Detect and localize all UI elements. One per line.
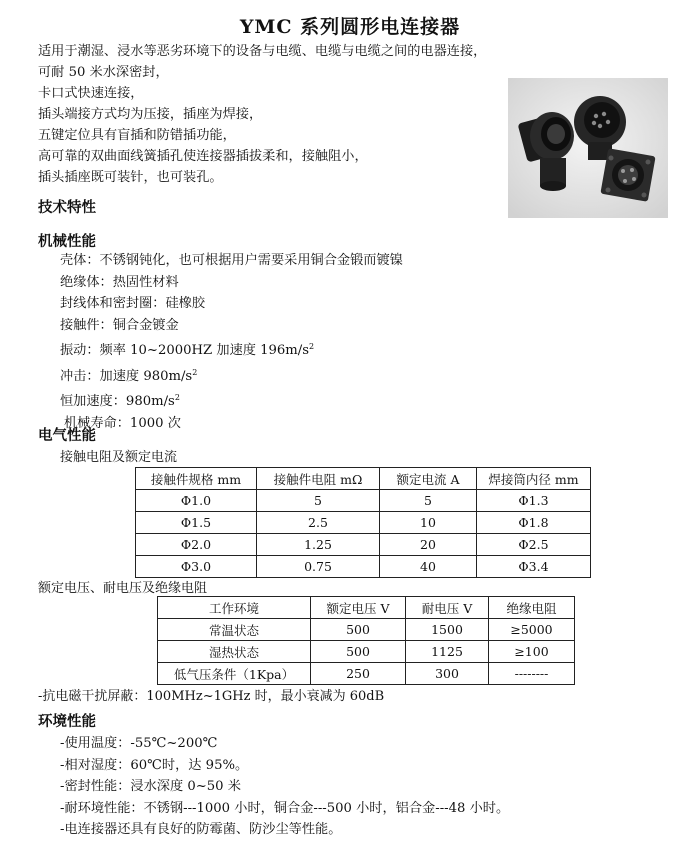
table-row [136,490,591,512]
mech-accel-line [60,387,403,413]
table-header-cell: 额定电流 A [380,468,477,490]
table-row [136,512,591,534]
env-heading: 环境性能 [38,714,96,730]
table-cell: 300 [406,663,489,685]
mech-line: 壳体：不锈钢钝化，也可根据用户需要采用铜合金锻而镀镍 [60,253,403,268]
table1-caption: 接触电阻及额定电流 [60,450,178,465]
table-cell: 常温状态 [158,619,311,641]
mech-line: 接触件：铜合金镀金 [60,317,179,333]
table-header-row [158,597,575,619]
table-cell: 500 [311,641,406,663]
table-cell: Φ1.3 [477,490,591,512]
intro-line: 可耐 50 米水深密封， [38,65,169,80]
contact-resistance-table [135,467,591,578]
connector-photo [508,78,668,218]
table-header-cell: 工作环境 [158,597,311,619]
mech-heading: 机械性能 [38,234,96,250]
intro-line: 卡口式快速连接， [38,86,144,101]
env-line: -使用温度：-55℃~200℃ [60,736,218,751]
table-cell: ≥100 [489,641,575,663]
table-row [136,556,591,578]
elec-heading: 电气性能 [38,428,96,444]
table-row [158,663,575,685]
shock-text: 冲击：加速度 980m/s [60,368,193,384]
table-cell: 1125 [406,641,489,663]
accel-text: 恒加速度：980m/s [60,394,175,409]
intro-line: 插头端接方式均为压接，插座为焊接， [38,107,263,122]
table-cell: Φ2.0 [136,534,257,556]
table-cell: Φ3.4 [477,556,591,578]
superscript: 2 [174,393,180,402]
voltage-insulation-table [157,596,575,685]
table-cell: 20 [380,534,477,556]
table-cell: 2.5 [257,512,380,534]
table-cell: 5 [380,490,477,512]
mech-life-line: 机械寿命：1000 次 [64,415,181,431]
table-header-cell: 耐电压 V [406,597,489,619]
table2-caption: 额定电压、耐电压及绝缘电阻 [38,581,208,596]
table-header-row [136,468,591,490]
table-header-cell: 绝缘电阻 [489,597,575,619]
intro-paragraph [38,41,518,188]
table-cell: Φ1.0 [136,490,257,512]
table-cell: 250 [311,663,406,685]
table-cell: 1.25 [257,534,380,556]
mech-shock-line [60,362,403,388]
table-cell: 5 [257,490,380,512]
env-line: -耐环境性能：不锈钢---1000 小时，铜合金---500 小时，铝合金---48 小时。 [60,800,510,816]
table-header-cell: 接触件电阻 mΩ [257,468,380,490]
table-cell: Φ1.8 [477,512,591,534]
table-cell: 湿热状态 [158,641,311,663]
intro-line: 插头插座既可装针，也可装孔。 [38,170,223,185]
mech-vibration-line [60,336,403,362]
table-cell: ≥5000 [489,619,575,641]
table-cell: Φ2.5 [477,534,591,556]
env-line: -相对湿度：60℃时，达 95%。 [60,757,249,773]
emi-line: -抗电磁干扰屏蔽：100MHz~1GHz 时，最小衰减为 60dB [38,689,385,704]
intro-line: 适用于潮湿、浸水等恶劣环境下的设备与电缆、电缆与电缆之间的电器连接， [38,44,487,59]
table-cell: 40 [380,556,477,578]
intro-line: 五键定位具有盲插和防错插功能， [38,128,236,143]
table-row [158,619,575,641]
table-cell: 1500 [406,619,489,641]
table-header-cell: 接触件规格 mm [136,468,257,490]
tech-heading: 技术特性 [38,200,96,216]
mech-list [60,250,403,434]
env-line: -电连接器还具有良好的防霉菌、防沙尘等性能。 [60,822,342,837]
table-row [136,534,591,556]
mech-line: 绝缘体：热固性材料 [60,274,179,290]
table-header-cell: 额定电压 V [311,597,406,619]
env-line: -密封性能：浸水深度 0~50 米 [60,779,241,794]
table-cell: 500 [311,619,406,641]
table-cell: 10 [380,512,477,534]
intro-line: 高可靠的双曲面线簧插孔使连接器插拔柔和，接触阻小， [38,149,368,164]
page-title: YMC 系列圆形电连接器 [239,16,461,38]
table-header-cell: 焊接筒内径 mm [477,468,591,490]
superscript: 2 [309,342,315,351]
vibration-text: 振动：频率 10~2000HZ 加速度 196m/s [60,343,310,358]
env-list [60,733,509,841]
table-cell: Φ3.0 [136,556,257,578]
superscript: 2 [192,367,198,377]
table-cell: 0.75 [257,556,380,578]
table-cell: Φ1.5 [136,512,257,534]
table-cell: 低气压条件（1Kpa） [158,663,311,685]
table-row [158,641,575,663]
table-cell: -------- [489,663,575,685]
mech-line: 封线体和密封圈：硅橡胶 [60,296,206,311]
